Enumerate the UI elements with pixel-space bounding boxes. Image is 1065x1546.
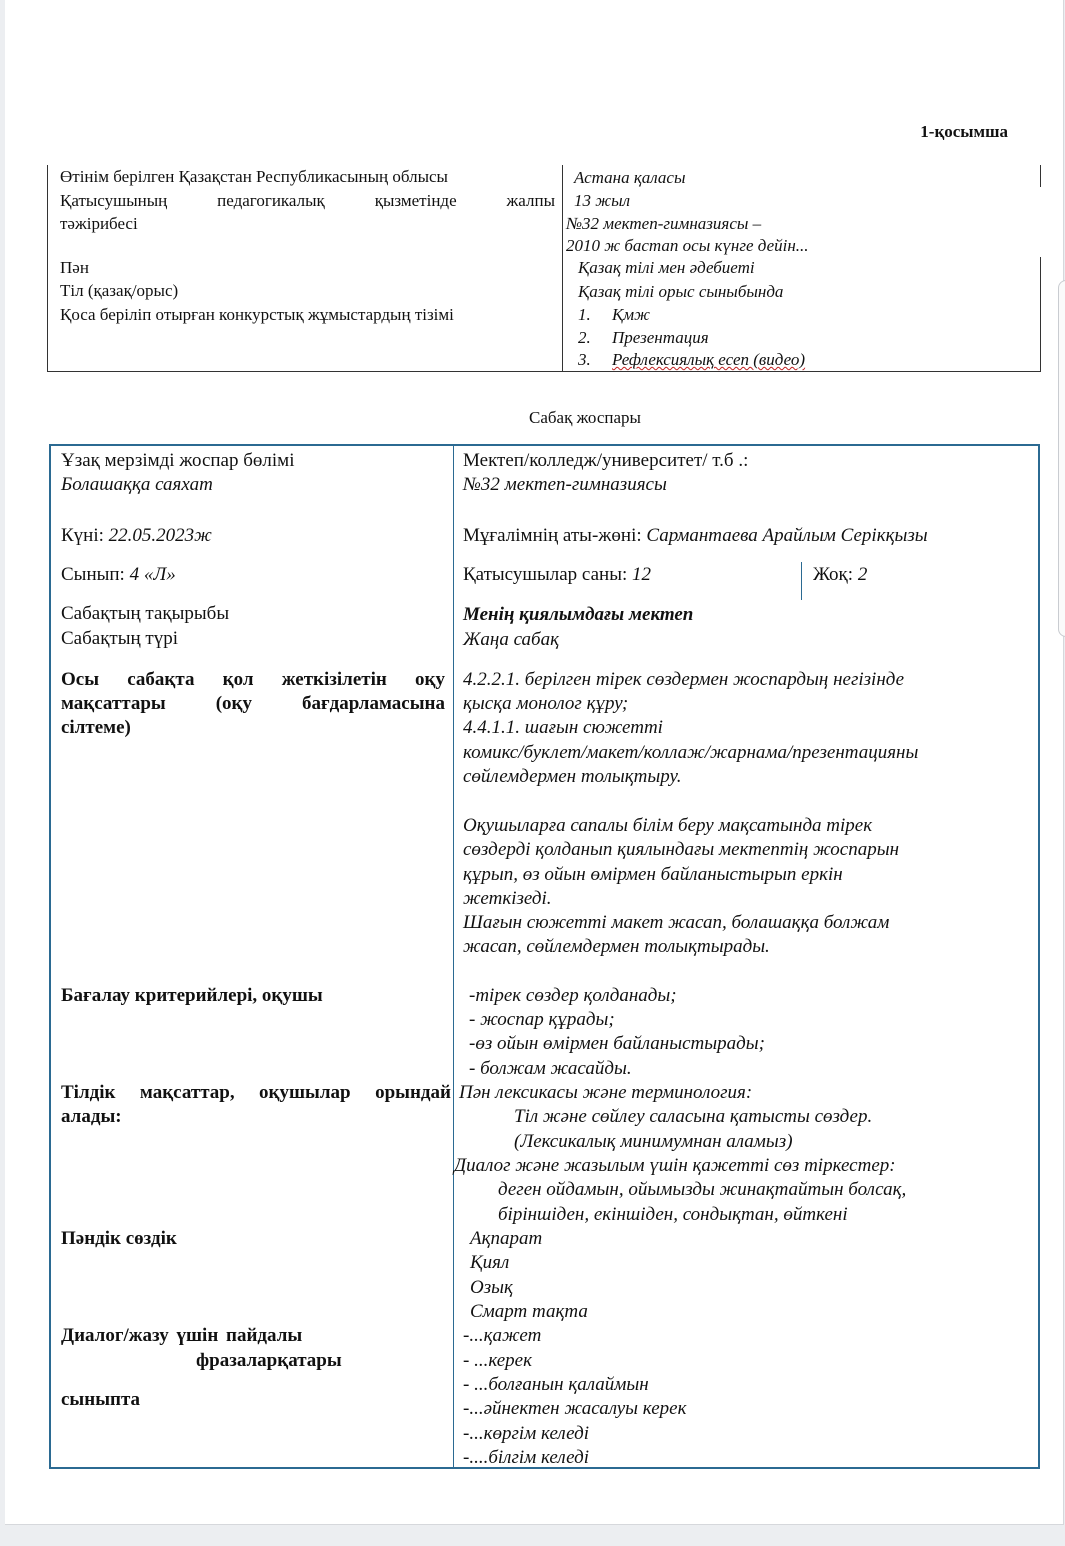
objective-line: 4.4.1.1. шағын сюжетті [463, 717, 663, 738]
section-label: Ұзақ мерзімді жоспар бөлімі [61, 450, 295, 471]
criteria-label: Бағалау критерийлері, оқушы [61, 985, 323, 1006]
topic-label: Сабақтың тақырыбы [61, 603, 230, 624]
school-label: Мектеп/колледж/университет/ т.б .: [463, 450, 749, 471]
side-scroll-handle[interactable] [1058, 280, 1065, 637]
application-table [47, 165, 1041, 372]
school-value: №32 мектеп-гимназиясы [463, 474, 667, 495]
phrase-item: - ...керек [463, 1350, 532, 1371]
goal-line: Оқушыларға сапалы білім беру мақсатында тірек [463, 815, 873, 836]
vocab-item: Ақпарат [470, 1228, 543, 1249]
works-item-number: 2. [578, 328, 591, 347]
absent-field [813, 563, 867, 587]
works-item-number: 1. [578, 305, 591, 324]
criteria-line: -тірек сөздер қолданады; [469, 985, 677, 1006]
date-label: Күні: [61, 525, 109, 546]
lesson-plan-title: Сабақ жоспары [529, 408, 641, 427]
type-label: Сабақтың түрі [61, 628, 179, 649]
works-item-text: Рефлексиялық есеп (видео) [612, 350, 806, 369]
teacher-field [463, 524, 1033, 548]
objectives-label: мақсаттары (оқу бағдарламасына [61, 693, 445, 714]
language-goal-line: Пән лексикасы және терминология: [459, 1082, 753, 1103]
experience-value-line3: 2010 ж бастап осы күнге дейін... [566, 236, 809, 255]
region-label: Өтінім берілген Қазақстан Республикасының облысы [60, 167, 448, 186]
works-item-number: 3. [578, 350, 591, 369]
phrase-item: -...қажет [463, 1325, 542, 1346]
date-field [61, 524, 445, 548]
document-page [5, 0, 1064, 1525]
table-right-border [1040, 165, 1041, 187]
criteria-line: -өз ойын өмірмен байланыстырады; [469, 1033, 765, 1054]
objectives-label: сілтеме) [61, 717, 131, 738]
phrases-label: фразаларқатары [196, 1350, 342, 1371]
experience-value-line1: 13 жыл [574, 191, 630, 210]
vocab-label: Пәндік сөздік [61, 1228, 177, 1249]
absent-value: 2 [857, 564, 868, 585]
objective-line: қысқа монолог құру; [463, 693, 629, 714]
teacher-label: Мұғалімнің аты-жөні: [463, 525, 647, 546]
language-goals-label: Тілдік мақсаттар, оқушылар орындай [61, 1082, 451, 1103]
criteria-line: - болжам жасайды. [469, 1058, 632, 1079]
language-label: Тіл (қазақ/орыс) [60, 281, 179, 300]
participants-value: 12 [632, 564, 651, 585]
region-value: Астана қаласы [574, 168, 686, 187]
vocab-item: Озық [470, 1277, 513, 1298]
works-item [578, 303, 650, 326]
vocab-item: Қиял [470, 1252, 510, 1273]
phrases-label: Диалог/жазу үшін пайдалы [61, 1325, 303, 1346]
goal-line: сөздерді қолданып қиялындағы мектептің жоспарын [463, 839, 900, 860]
language-goal-line: біріншіден, екіншіден, сондықтан, өйткені [498, 1204, 848, 1225]
works-item [578, 348, 805, 371]
participants-label: Қатысушылар саны: [463, 564, 632, 585]
table-right-border [1040, 305, 1041, 371]
objective-line: комикс/буклет/макет/коллаж/жарнама/презентацияны [463, 742, 919, 763]
objective-line: 4.2.2.1. берілген тірек сөздермен жоспардың негізінде [463, 669, 905, 690]
goal-line: құрып, өз ойын өмірмен байланыстырып еркін [463, 864, 843, 885]
subject-label: Пән [60, 258, 89, 277]
phrase-item: -...көргім келеді [463, 1423, 590, 1444]
experience-value-line2: №32 мектеп-гимназиясы – [566, 214, 762, 233]
language-value: Қазақ тілі орыс сыныбында [578, 282, 784, 301]
class-label: Сынып: [61, 564, 130, 585]
phrases-label: сыныпта [61, 1389, 141, 1410]
objective-line: сөйлемдермен толықтыру. [463, 766, 682, 787]
table-divider [562, 165, 563, 371]
topic-value: Менің қиялымдағы мектеп [463, 604, 694, 625]
table-right-border [1040, 257, 1041, 305]
teacher-value: Сармантаева Арайлым Серікқызы [646, 525, 928, 546]
date-value: 22.05.2023ж [108, 525, 212, 546]
section-value: Болашаққа саяхат [61, 474, 213, 495]
language-goal-line: Диалог және жазылым үшін қажетті сөз тіркестер: [454, 1155, 896, 1176]
works-item [578, 326, 709, 349]
phrase-item: -...әйнектен жасалуы керек [463, 1398, 687, 1419]
column-divider [453, 446, 454, 1467]
class-value: 4 «Л» [129, 564, 176, 585]
language-goal-line: (Лексикалық минимумнан аламыз) [514, 1131, 793, 1152]
criteria-line: - жоспар құрады; [469, 1009, 615, 1030]
absent-label: Жоқ: [813, 564, 858, 585]
language-goal-line: деген ойдамын, ойымызды жинақтайтын болсақ, [498, 1179, 907, 1200]
subject-value: Қазақ тілі мен әдебиеті [578, 258, 755, 277]
goal-line: жеткізеді. [463, 888, 552, 909]
language-goal-line: Тіл және сөйлеу саласына қатысты сөздер. [514, 1106, 873, 1127]
goal-line: жасап, сөйлемдермен толықтырады. [463, 936, 770, 957]
works-item-text: Қмж [612, 305, 650, 324]
phrase-item: - ...болғанын қалаймын [463, 1374, 649, 1395]
annex-label: 1-қосымша [920, 122, 1008, 141]
type-value: Жаңа сабақ [463, 629, 559, 650]
objectives-label: Осы сабақта қол жеткізілетін оқу [61, 669, 445, 690]
class-field [61, 563, 445, 587]
vocab-item: Смарт тақта [470, 1301, 588, 1322]
experience-label-line1: Қатысушының педагогикалық қызметінде жалпы [60, 191, 555, 210]
language-goals-label: алады: [61, 1106, 122, 1127]
works-label: Қоса беріліп отырған конкурстық жұмыстардың тізімі [60, 305, 454, 324]
participants-field [463, 563, 1033, 587]
phrase-item: -....білгім келеді [463, 1447, 589, 1468]
experience-label-line2: тәжірибесі [60, 214, 138, 233]
lesson-plan-table [49, 444, 1040, 1469]
works-item-text: Презентация [612, 328, 709, 347]
goal-line: Шағын сюжетті макет жасап, болашаққа болжам [463, 912, 890, 933]
